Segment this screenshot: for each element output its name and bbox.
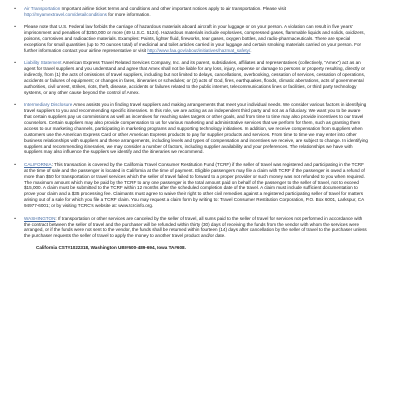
notice-link[interactable]: http://myamextravel.com/detailconditions (24, 11, 107, 17)
notice-text (24, 60, 369, 95)
notice-heading: Air Transportation (24, 5, 61, 11)
notice-item (0, 60, 369, 95)
notice-heading: CALIFORNIA (24, 161, 52, 167)
notice-body-end: . (250, 47, 252, 53)
notice-heading: Intermediary Disclosure (24, 102, 73, 108)
bullet-icon: • (14, 102, 16, 108)
notice-text (24, 162, 369, 209)
intro-text (24, 0, 374, 2)
notice-text (24, 102, 369, 155)
notice-body: : This transaction is covered by the California Travel Consumer Restitution Fund (TCRF) if the seller of travel was registered and participating in the TCRF at the time of sale and the passenger is located in California at the time of payment. Eligible passengers may file a claim with TCRF if the passenger is owed a refund of more than $50 for transportation or travel services which the seller of travel failed to forward to a proper provider or such money was not refunded to you when required. The maximum amount which may be paid by the TCRF to any one passenger is the total amount paid on behalf of the passenger to the seller of travel, not to exceed $15,000. A claim must be submitted to the TCRF within 12 months after the scheduled completion date of the travel. A claim must include sufficient documentation to prove your claim and a $35 processing fee. Claimants must agree to waive their right to other civil remedies against a registered participating seller of travel for matters arising out of a sale for which you file a TCRF claim. You may request a claim form by writing to: Travel Consumer Restitution Corporation, P.O. Box 6001, Larkspur, CA 94977-6001; or by visiting TCRC's website at: www.tcrcinfo.org. (24, 161, 365, 209)
notice-item (0, 216, 369, 240)
notice-item (0, 24, 369, 54)
bullet-icon: • (14, 161, 16, 167)
notice-body-end: for more information. (106, 11, 151, 17)
bullet-icon: • (14, 5, 16, 11)
notice-body: American Express Travel Related Services Company, Inc. and its parent, subsidiaries, affiliates and representatives (collectively, "Amex") act as an agent for travel suppliers and you understand and agree that Amex shall not be liable for any loss, injury, expense or damage to persons or property resulting, directly or indirectly, from (1) the acts of omissions of travel suppliers, including but not limited to delays, cancellations, overbooking, cessation of services, cessation of operations, accidents or failures of equipment; or changes in fares, itineraries or schedules; or (2) acts of God, fires, earthquakes, floods, climatic aberrations, acts of governmental authorities, civil unrest, strikes, riots, theft, disease, accidents or failures related to the public internet, telecommunications lines or facilities, or third party technology systems, or any other cause beyond the control of Amex. (24, 60, 366, 95)
notice-text (24, 6, 369, 18)
notice-item (0, 102, 369, 155)
registration-footer: California CST#1022318, Washington UBI#600-489-694, Iowa TA#608. (36, 245, 186, 251)
bullet-icon: • (14, 60, 16, 66)
notice-body: Amex assists you in finding travel suppliers and making arrangements that meet your individual needs. We consider various factors in identifying travel suppliers to you and recommending specific itineraries. In this role, we are acting as an independent third party and not as a fiduciary. We want you to be aware that certain suppliers pay us commissions as well as incentives for reaching sales targets or other goals, and from time to time may also provide incentives to our travel counselors. Certain suppliers may also provide compensation to us for various marketing and administrative services that we perform for them, such as granting them access to our marketing channels, participating in marketing programs and supporting technology initiatives. In addition, we receive compensation from suppliers when customers use the American Express Card or other American Express products to pay for supplier products and services. From time to time we may enter into other business relationships with suppliers and these arrangements, including levels and types of compensation and incentives we receive, are subject to change. In identifying suppliers and recommending itineraries, we may consider a number of factors, including supplier availability and your preferences. The relationships we have with suppliers may also influence the suppliers we identify and the itineraries we recommend. (24, 102, 368, 155)
notice-item (0, 162, 369, 209)
notice-body: Please note that U.S. Federal law forbids the carriage of hazardous materials aboard aircraft in your luggage or on your person. A violation can result in five years' imprisonment and penalties of $250,000 or more (49 U.S.C. 5124). Hazardous materials include explosives, compressed gases, flammable liquids and solids, oxidizers, poisons, corrosives and radioactive materials. Examples: Paints, lighter fluid, fireworks, tear gases, oxygen bottles, and radio-pharmaceuticals. There are special exceptions for small quantities (up to 70 ounces total) of medicinal and toilet articles carried in your luggage and certain smoking materials carried on your person. For further information contact your airline representative or visit (24, 24, 365, 53)
notice-link[interactable]: http://www.faa.gov/about/initiatives/hazmat_safety/ (147, 47, 251, 53)
notice-body: : If transportation or other services are canceled by the seller of travel, all sums paid to the seller of travel for services not performed in accordance with the contract between the seller of travel and the purchaser will be refunded within thirty (30) days of receiving the funds from the vendor with whom the services were arranged, or if the funds were not sent to the vendor, the funds shall be returned within fourteen (14) days after cancellation by the seller of travel to the purchaser unless the purchaser requests the seller of travel to apply the money to another travel product and/or date. (24, 215, 367, 239)
notice-text (24, 24, 369, 54)
bullet-icon: • (14, 24, 16, 30)
bullet-icon: • (14, 215, 16, 221)
notice-item (0, 6, 369, 18)
notice-heading: Liability Statement (24, 60, 62, 66)
notice-text (24, 216, 369, 240)
notice-heading: WASHINGTON (24, 215, 56, 221)
notice-list (0, 6, 400, 239)
notice-body: Important airline ticket terms and conditions and other important notices apply to air transportation. Please visit (60, 5, 286, 11)
